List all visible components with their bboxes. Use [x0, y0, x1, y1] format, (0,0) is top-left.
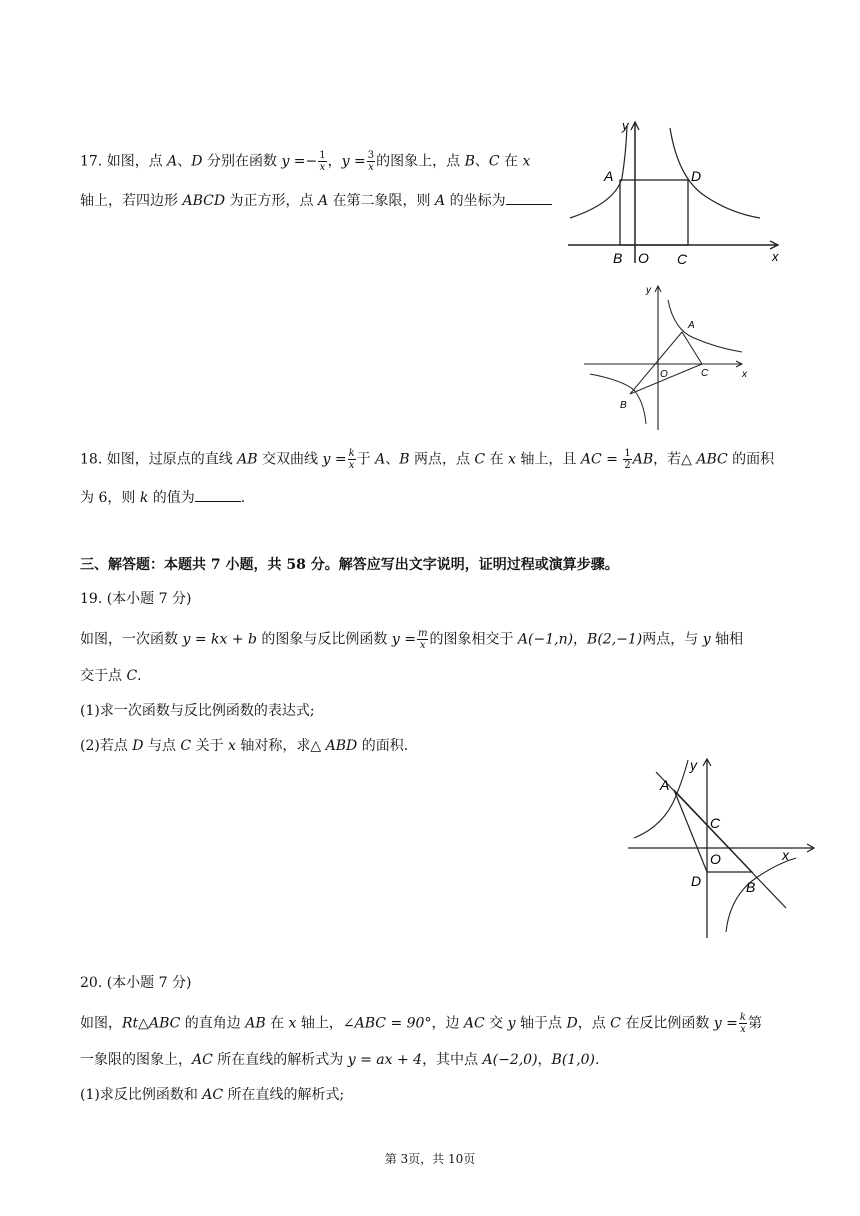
- text: 18. 如图，过原点的直线: [80, 451, 238, 468]
- q20-line-2: [80, 1050, 599, 1070]
- text: 交: [484, 1015, 508, 1032]
- math-var: C: [610, 1015, 621, 1032]
- text: .: [137, 668, 142, 684]
- text: 在: [485, 451, 509, 468]
- fraction: $\frac{3}{x}$: [367, 150, 375, 173]
- q17-figure: [560, 118, 790, 268]
- text: =: [601, 451, 623, 468]
- math-var: C: [126, 668, 138, 684]
- text: ，: [537, 1052, 552, 1068]
- fraction: $\frac{1}{2}$: [624, 448, 631, 471]
- q19-figure: [626, 756, 826, 941]
- q19-line-1: [80, 628, 743, 651]
- answer-blank: [506, 190, 552, 205]
- text: 轴上，且: [515, 451, 581, 468]
- math-var: AC: [202, 1087, 224, 1103]
- q18-figure: [582, 282, 752, 432]
- q18-line-1: [80, 448, 774, 471]
- label-x: x: [782, 847, 789, 863]
- text: (1)求反比例函数和: [80, 1087, 203, 1103]
- math-var: AB: [632, 451, 654, 468]
- text: 的面积: [727, 451, 775, 468]
- text: ，边: [431, 1015, 464, 1032]
- curve-right: [670, 128, 760, 218]
- label-a: A: [660, 777, 670, 793]
- fraction: $\frac{m}{x}$: [417, 628, 428, 651]
- section-3-title: 三、解答题：本题共 7 小题，共 58 分。解答应写出文字说明，证明过程或演算步骤。: [80, 557, 619, 573]
- q19-heading: 19. (本小题 7 分): [80, 591, 192, 607]
- math-var: x: [288, 1015, 297, 1032]
- math-var: x: [228, 738, 236, 754]
- curve-third-quadrant: [590, 374, 646, 424]
- text: 的图象上，点: [376, 153, 465, 170]
- triangle-abc: [630, 332, 702, 394]
- label-d: D: [691, 873, 702, 889]
- math-var: D: [132, 738, 144, 754]
- text: 轴上，: [296, 1015, 343, 1032]
- math-var: D: [566, 1015, 578, 1032]
- math-var: ABCD: [182, 193, 226, 209]
- label-b: B: [613, 250, 623, 266]
- math-var: AC: [463, 1015, 485, 1032]
- text: 在反比例函数: [620, 1015, 714, 1032]
- math-var: C: [180, 738, 192, 754]
- text: 轴上，若四边形: [80, 193, 183, 209]
- text: 的值为: [148, 490, 195, 506]
- text: 的坐标为: [445, 193, 506, 209]
- square-abcd: [620, 180, 688, 245]
- text: 的直角边: [180, 1015, 246, 1032]
- text: 所在直线的解析式为: [212, 1052, 348, 1068]
- math-expr: y =: [322, 451, 347, 468]
- text: ，: [327, 153, 342, 170]
- math-var: C: [488, 153, 500, 170]
- text: 两点，点: [409, 451, 475, 468]
- text: ，其中点: [422, 1052, 483, 1068]
- math-expr: y =: [341, 153, 366, 170]
- text: 的图象与反比例函数: [256, 631, 392, 648]
- text: 在第二象限，则: [328, 193, 435, 209]
- label-c: C: [677, 251, 688, 267]
- answer-blank: [195, 487, 241, 502]
- text: .: [240, 490, 246, 506]
- math-var: Rt: [122, 1015, 139, 1032]
- fraction: $\frac{1}{x}$: [319, 150, 326, 173]
- text: 轴于点: [515, 1015, 567, 1032]
- curve-first-quadrant: [668, 300, 742, 352]
- curve-second-quadrant: [634, 760, 688, 838]
- label-x: x: [742, 369, 747, 380]
- curve-fourth-quadrant: [726, 858, 796, 932]
- label-x: x: [772, 249, 779, 264]
- text: ，若△: [653, 451, 697, 468]
- math-var: A: [317, 193, 329, 209]
- text: 分别在函数: [202, 153, 282, 170]
- label-a: A: [604, 168, 614, 184]
- q18-line-2: [80, 487, 245, 508]
- text: 的图象相交于: [429, 631, 518, 648]
- text: 交双曲线: [257, 451, 323, 468]
- math-var: ABC: [148, 1015, 181, 1032]
- label-y: y: [690, 757, 697, 773]
- text: 轴对称，求△: [235, 738, 326, 754]
- text: 、: [177, 153, 192, 170]
- q19-line-2: [80, 666, 142, 686]
- math-var: y: [507, 1015, 516, 1032]
- math-var: ABD: [325, 738, 358, 754]
- text: 、: [474, 153, 489, 170]
- label-o: O: [660, 369, 668, 380]
- q17-line-2: [80, 190, 552, 211]
- math-expr: B(2,−1): [587, 631, 643, 648]
- label-y: y: [622, 118, 629, 133]
- text: .: [595, 1052, 600, 1068]
- text: 、: [385, 451, 400, 468]
- q20-sub-1: [80, 1085, 344, 1105]
- math-expr: y = ax + 4: [347, 1052, 423, 1068]
- label-b: B: [746, 879, 756, 895]
- page-footer: 第 3页，共 10页: [384, 1152, 476, 1166]
- math-var: B: [399, 451, 410, 468]
- math-var: D: [191, 153, 203, 170]
- label-y: y: [646, 285, 651, 296]
- text: ，点: [577, 1015, 611, 1032]
- text: 一象限的图象上，: [80, 1052, 192, 1068]
- text: (2)若点: [80, 738, 133, 754]
- label-c: C: [710, 815, 721, 831]
- math-expr: y =−: [281, 153, 318, 170]
- math-var: k: [139, 490, 149, 506]
- math-var: B: [464, 153, 475, 170]
- text: △: [138, 1015, 149, 1032]
- text: 与点: [143, 738, 181, 754]
- math-expr: B(1,0): [551, 1052, 596, 1068]
- text: 于: [356, 451, 376, 468]
- label-a: A: [688, 320, 695, 331]
- math-var: AB: [245, 1015, 266, 1032]
- text: 如图，一次函数: [80, 631, 183, 648]
- math-var: AC: [192, 1052, 213, 1068]
- text: 为正方形，点: [225, 193, 318, 209]
- label-o: O: [638, 250, 649, 266]
- text: 为 6，则: [80, 490, 140, 506]
- math-var: C: [474, 451, 486, 468]
- fraction: $\frac{k}{x}$: [739, 1012, 746, 1035]
- text: 两点，与: [642, 631, 703, 648]
- text: 在: [499, 153, 523, 170]
- text: ，: [573, 631, 588, 648]
- label-o: O: [710, 851, 721, 867]
- math-var: x: [508, 451, 516, 468]
- label-d: D: [691, 168, 702, 184]
- text: 的面积.: [357, 738, 409, 754]
- q20-line-1: [80, 1012, 762, 1035]
- q17-line-1: [80, 150, 530, 173]
- label-b: B: [620, 400, 627, 411]
- math-expr: y = kx + b: [182, 631, 257, 648]
- math-expr: A(−2,0): [482, 1052, 538, 1068]
- math-var: y: [702, 631, 711, 648]
- math-var: A: [435, 193, 446, 209]
- curve-left: [570, 126, 627, 218]
- q20-heading: 20. (本小题 7 分): [80, 975, 192, 991]
- math-var: AB: [237, 451, 258, 468]
- math-var: ABC: [696, 451, 728, 468]
- text: 在: [265, 1015, 289, 1032]
- math-var: x: [522, 153, 531, 170]
- text: 如图，: [80, 1015, 122, 1032]
- math-expr: y =: [391, 631, 416, 648]
- text: 轴相: [710, 631, 744, 648]
- math-var: A: [375, 451, 386, 468]
- math-expr: ∠ABC = 90°: [342, 1015, 432, 1032]
- text: 17. 如图，点: [80, 153, 168, 170]
- text: 第: [747, 1015, 762, 1032]
- label-c: C: [701, 368, 709, 379]
- q19-sub-1: (1)求一次函数与反比例函数的表达式;: [80, 703, 315, 719]
- text: 所在直线的解析式;: [223, 1087, 345, 1103]
- q19-sub-2: [80, 736, 408, 756]
- math-expr: A(−1,n): [517, 631, 574, 648]
- math-var: A: [167, 153, 178, 170]
- math-expr: y =: [713, 1015, 738, 1032]
- fraction: $\frac{k}{x}$: [348, 448, 355, 471]
- text: 关于: [191, 738, 229, 754]
- math-var: AC: [580, 451, 602, 468]
- text: 交于点: [80, 668, 127, 684]
